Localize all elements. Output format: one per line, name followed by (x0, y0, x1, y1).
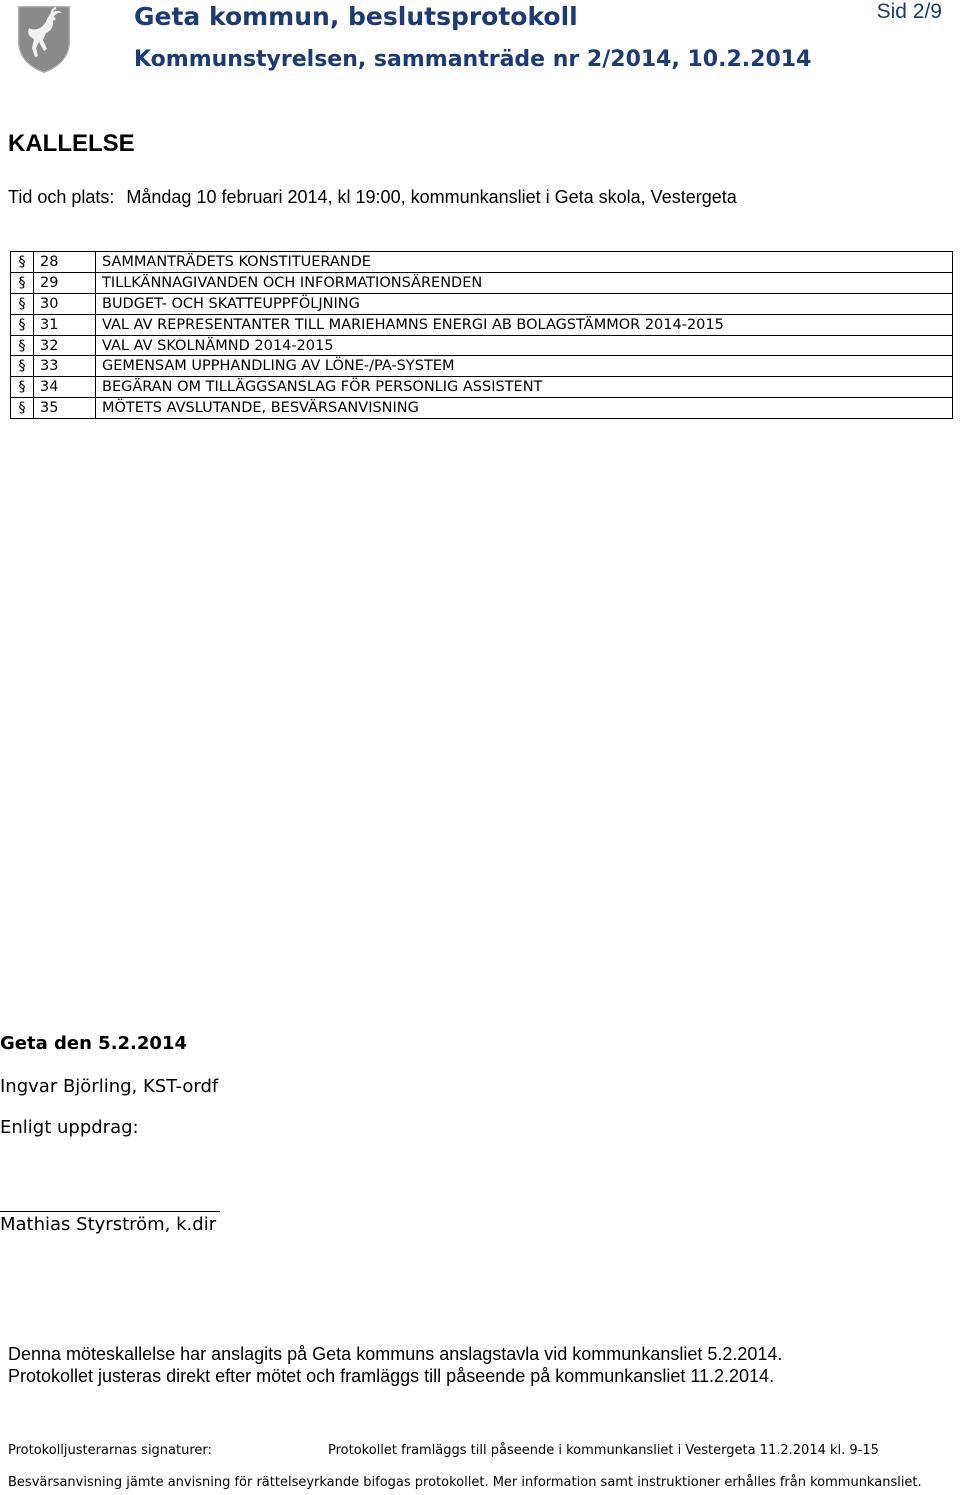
agenda-row (11, 252, 953, 273)
footer-appeal-info: Besvärsanvisning jämte anvisning för rättelseyrkande bifogas protokollet. Mer information samt instruktioner erhålles från kommunkansliet. (8, 1475, 922, 1490)
agenda-title: MÖTETS AVSLUTANDE, BESVÄRSANVISNING (96, 398, 953, 419)
chair-name: Ingvar Björling, KST-ordf (0, 1076, 219, 1097)
agenda-row (11, 314, 953, 335)
section-sign: § (11, 356, 34, 377)
meeting-time-place (8, 187, 737, 208)
secretary-name: Mathias Styrström, k.dir (0, 1214, 217, 1235)
agenda-number: 29 (34, 272, 96, 293)
agenda-row (11, 293, 953, 314)
by-order-label: Enligt uppdrag: (0, 1117, 139, 1138)
agenda-number: 31 (34, 314, 96, 335)
section-heading: KALLELSE (8, 130, 135, 157)
section-sign: § (11, 252, 34, 273)
page-number: Sid 2/9 (876, 0, 942, 23)
meeting-value: Måndag 10 februari 2014, kl 19:00, kommunkansliet i Geta skola, Vestergeta (126, 187, 737, 207)
section-sign: § (11, 335, 34, 356)
footer-displayed-info: Protokollet framläggs till påseende i kommunkansliet i Vestergeta 11.2.2014 kl. 9-15 (328, 1443, 879, 1458)
agenda-number: 33 (34, 356, 96, 377)
agenda-number: 30 (34, 293, 96, 314)
agenda-title: BUDGET- OCH SKATTEUPPFÖLJNING (96, 293, 953, 314)
footer-signatures-label: Protokolljusterarnas signaturer: (8, 1443, 212, 1458)
agenda-number: 34 (34, 377, 96, 398)
agenda-number: 32 (34, 335, 96, 356)
section-sign: § (11, 398, 34, 419)
notice-posted: Denna möteskallelse har anslagits på Geta kommuns anslagstavla vid kommunkansliet 5.2.2014. (8, 1344, 783, 1364)
agenda-title: VAL AV REPRESENTANTER TILL MARIEHAMNS ENERGI AB BOLAGSTÄMMOR 2014-2015 (96, 314, 953, 335)
goat-shield-icon (16, 4, 72, 74)
meeting-subtitle: Kommunstyrelsen, sammanträde nr 2/2014, 10.2.2014 (134, 47, 812, 72)
section-sign: § (11, 377, 34, 398)
notice-review: Protokollet justeras direkt efter mötet och framläggs till påseende på kommunkansliet 11.2.2014. (8, 1366, 775, 1386)
agenda-row (11, 335, 953, 356)
agenda-row (11, 356, 953, 377)
meeting-label: Tid och plats: (8, 187, 115, 207)
agenda-title: TILLKÄNNAGIVANDEN OCH INFORMATIONSÄRENDEN (96, 272, 953, 293)
agenda-number: 35 (34, 398, 96, 419)
agenda-title: BEGÄRAN OM TILLÄGGSANSLAG FÖR PERSONLIG ASSISTENT (96, 377, 953, 398)
section-sign: § (11, 314, 34, 335)
document-title: Geta kommun, beslutsprotokoll (134, 2, 578, 31)
section-sign: § (11, 293, 34, 314)
agenda-title: VAL AV SKOLNÄMND 2014-2015 (96, 335, 953, 356)
agenda-number: 28 (34, 252, 96, 273)
coat-of-arms-logo (16, 4, 72, 74)
section-sign: § (11, 272, 34, 293)
agenda-title: GEMENSAM UPPHANDLING AV LÖNE-/PA-SYSTEM (96, 356, 953, 377)
signature-line (0, 1211, 220, 1212)
agenda-title: SAMMANTRÄDETS KONSTITUERANDE (96, 252, 953, 273)
place-and-date: Geta den 5.2.2014 (0, 1033, 187, 1054)
agenda-row (11, 377, 953, 398)
agenda-row (11, 272, 953, 293)
agenda-row (11, 398, 953, 419)
agenda-table (10, 251, 953, 419)
